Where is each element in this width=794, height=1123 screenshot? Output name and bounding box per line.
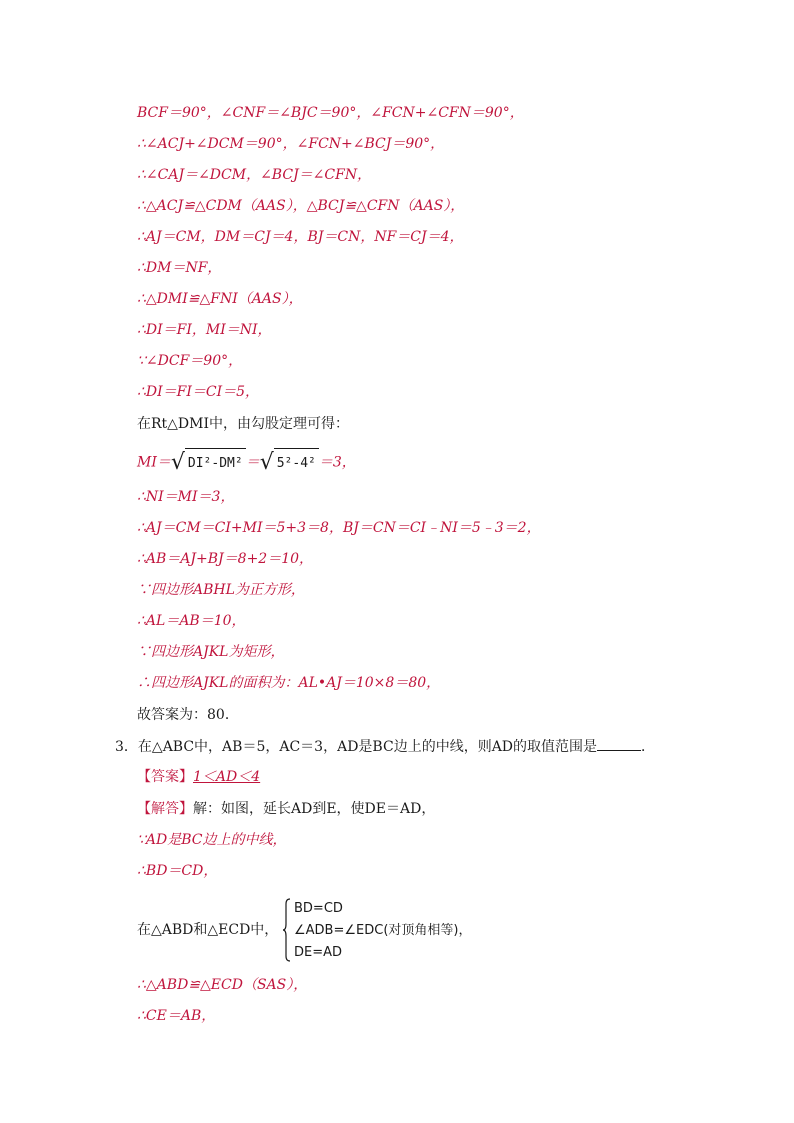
- solution-line-1: BCF＝90°，∠CNF＝∠BJC＝90°，∠FCN+∠CFN＝90°，: [137, 105, 524, 121]
- system-rows: [294, 898, 471, 964]
- system-intro: 在△ABD和△ECD中，: [137, 922, 279, 938]
- answer-line: [137, 767, 260, 787]
- radical-sign-icon: √: [170, 450, 185, 475]
- solution-step-5: ∴CE＝AB，: [137, 1008, 216, 1024]
- solution-line-16: ∵四边形ABHL为正方形，: [137, 582, 305, 598]
- solution-intro: [137, 799, 435, 819]
- formula-lhs: MI＝: [137, 454, 171, 471]
- solution-line-17: ∴AL＝AB＝10，: [137, 613, 246, 629]
- solution-line-18: ∵四边形AJKL为矩形，: [137, 644, 285, 660]
- left-brace-icon: [283, 898, 291, 962]
- solution-line-11: 在Rt△DMI中，由勾股定理可得：: [137, 416, 350, 432]
- question-number: 3．: [115, 739, 138, 755]
- solution-line-10: ∴DI＝FI＝CI＝5，: [137, 384, 260, 400]
- solution-step-2: ∵AD是BC边上的中线，: [137, 832, 287, 848]
- solution-line-6: ∴DM＝NF，: [137, 260, 222, 276]
- solution-line-5: ∴AJ＝CM，DM＝CJ＝4，BJ＝CN，NF＝CJ＝4，: [137, 229, 464, 245]
- answer-blank: [597, 736, 641, 751]
- solution-line-2: ∴∠ACJ+∠DCM＝90°，∠FCN+∠BCJ＝90°，: [137, 136, 445, 152]
- solution-line-9: ∵∠DCF＝90°，: [137, 353, 243, 369]
- system-row-2: ∠ADB=∠EDC(对顶角相等)，: [294, 923, 472, 938]
- answer-label: 【答案】: [137, 769, 193, 785]
- solution-step-1: 解：如图，延长AD到E，使DE＝AD，: [193, 801, 436, 817]
- pythagoras-formula: [137, 448, 356, 474]
- formula-eq: ＝: [245, 454, 260, 471]
- solution-line-14: ∴AJ＝CM＝CI+MI＝5+3＝8，BJ＝CN＝CI﹣NI＝5﹣3＝2，: [137, 520, 541, 536]
- system-row-3: DE=AD: [294, 945, 343, 960]
- solution-line-15: ∴AB＝AJ+BJ＝8+2＝10，: [137, 551, 314, 567]
- question-3: [115, 736, 655, 756]
- radicand-2: 5²-4²: [274, 448, 319, 477]
- radicand-1: DI²-DM²: [185, 448, 246, 477]
- radical-sign-icon: √: [259, 450, 274, 475]
- solution-line-7: ∴△DMI≌△FNI（AAS），: [137, 291, 303, 307]
- solution-line-4: ∴△ACJ≌△CDM（AAS），△BCJ≌△CFN（AAS），: [137, 198, 465, 214]
- solution-step-4: ∴△ABD≌△ECD（SAS），: [137, 977, 308, 993]
- solution-line-8: ∴DI＝FI，MI＝NI，: [137, 322, 272, 338]
- system-row-1: BD=CD: [294, 901, 343, 916]
- solution-label: 【解答】: [137, 801, 193, 817]
- formula-result: ＝3，: [318, 454, 356, 471]
- solution-line-3: ∴∠CAJ＝∠DCM，∠BCJ＝∠CFN，: [137, 167, 372, 183]
- solution-line-20: 故答案为：80．: [137, 707, 239, 723]
- answer-value: 1＜AD＜4: [193, 769, 261, 785]
- solution-step-3: ∴BD＝CD，: [137, 863, 218, 879]
- solution-line-19: ∴四边形AJKL的面积为：AL•AJ＝10×8＝80，: [137, 675, 441, 691]
- question-text: 在△ABC中，AB＝5，AC＝3，AD是BC边上的中线，则AD的取值范围是: [137, 739, 598, 755]
- radical-2: [260, 448, 319, 477]
- radical-1: [171, 448, 246, 477]
- question-end: ．: [641, 739, 656, 755]
- solution-line-13: ∴NI＝MI＝3，: [137, 489, 235, 505]
